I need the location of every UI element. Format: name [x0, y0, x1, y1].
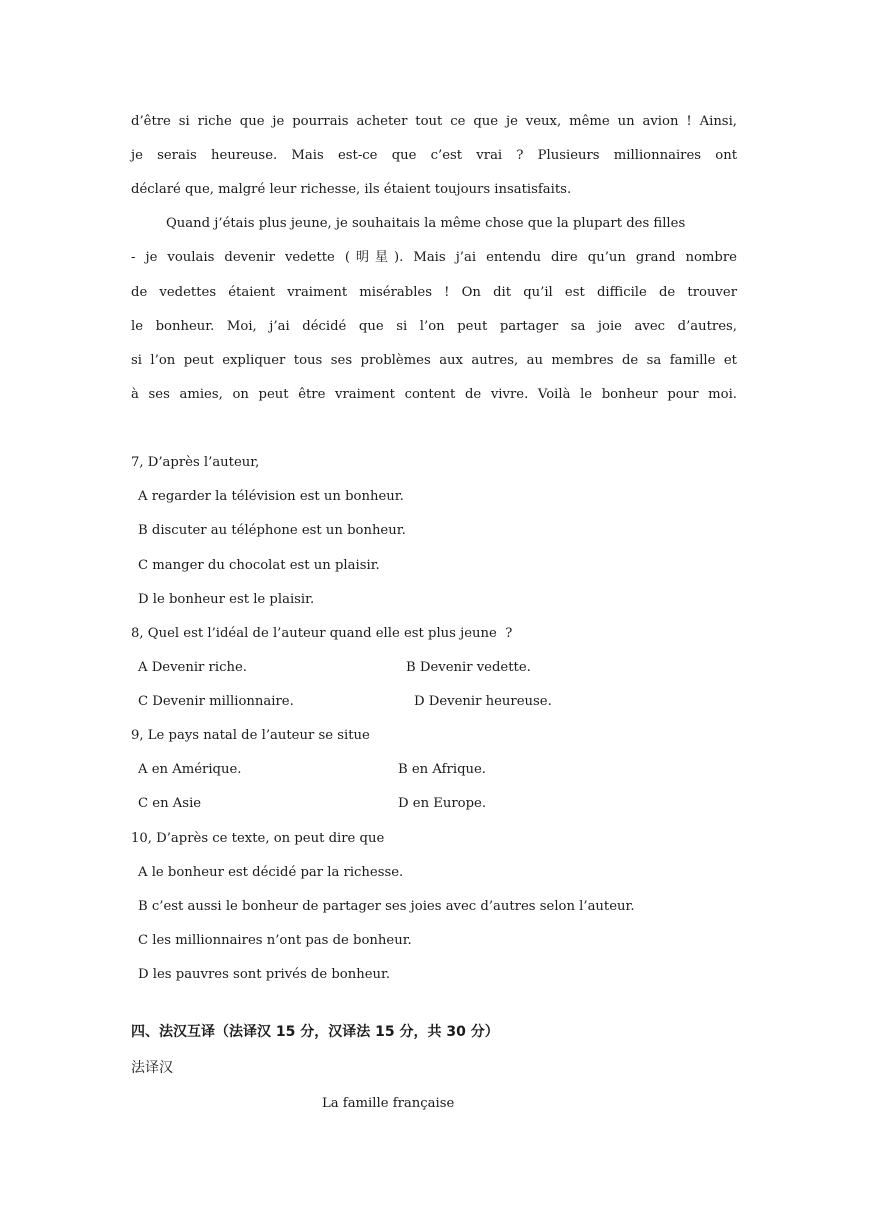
- passage-line: si l’on peut expliquer tous ses problèmes aux autres, au membres de sa famille et: [131, 353, 737, 368]
- option-b: B discuter au téléphone est un bonheur.: [138, 523, 406, 538]
- option-a: A Devenir riche.: [138, 660, 247, 675]
- question-stem: 7, D’après l’auteur,: [131, 455, 260, 470]
- question-stem: 8, Quel est l’idéal de l’auteur quand elle est plus jeune ?: [131, 626, 513, 641]
- passage-line: je serais heureuse. Mais est-ce que c’est vrai ? Plusieurs millionnaires ont: [131, 148, 737, 163]
- question-stem: 10, D’après ce texte, on peut dire que: [131, 831, 385, 846]
- option-a: A en Amérique.: [138, 762, 242, 777]
- question-stem: 9, Le pays natal de l’auteur se situe: [131, 728, 370, 743]
- option-d: D les pauvres sont privés de bonheur.: [138, 967, 391, 982]
- option-a: A regarder la télévision est un bonheur.: [138, 489, 404, 504]
- text-title: La famille française: [322, 1096, 455, 1111]
- passage-line: de vedettes étaient vraiment misérables ! On dit qu’il est difficile de trouver: [131, 285, 737, 300]
- passage-line: d’être si riche que je pourrais acheter tout ce que je veux, même un avion ! Ainsi,: [131, 114, 737, 129]
- option-a: A le bonheur est décidé par la richesse.: [138, 865, 404, 880]
- option-c: C les millionnaires n’ont pas de bonheur.: [138, 933, 412, 948]
- passage-line: le bonheur. Moi, j’ai décidé que si l’on peut partager sa joie avec d’autres,: [131, 319, 737, 334]
- option-c: C manger du chocolat est un plaisir.: [138, 558, 380, 573]
- option-b: B en Afrique.: [398, 762, 486, 777]
- option-c: C en Asie: [138, 796, 202, 811]
- passage-line: déclaré que, malgré leur richesse, ils étaient toujours insatisfaits.: [131, 182, 572, 197]
- option-c: C Devenir millionnaire.: [138, 694, 294, 709]
- option-d: D Devenir heureuse.: [414, 694, 552, 709]
- section-heading: 四、法汉互译（法译汉 15 分，汉译法 15 分，共 30 分）: [131, 1024, 499, 1040]
- passage-paragraph-start: Quand j’étais plus jeune, je souhaitais la même chose que la plupart des filles: [166, 216, 686, 231]
- section-subheading: 法译汉: [131, 1060, 173, 1076]
- option-b: B c’est aussi le bonheur de partager ses joies avec d’autres selon l’auteur.: [138, 899, 635, 914]
- option-d: D en Europe.: [398, 796, 487, 811]
- option-b: B Devenir vedette.: [406, 660, 531, 675]
- option-d: D le bonheur est le plaisir.: [138, 592, 315, 607]
- passage-line: - je voulais devenir vedette (明星). Mais j’ai entendu dire qu’un grand nombre: [131, 250, 737, 265]
- passage-line: à ses amies, on peut être vraiment content de vivre. Voilà le bonheur pour moi.: [131, 387, 737, 402]
